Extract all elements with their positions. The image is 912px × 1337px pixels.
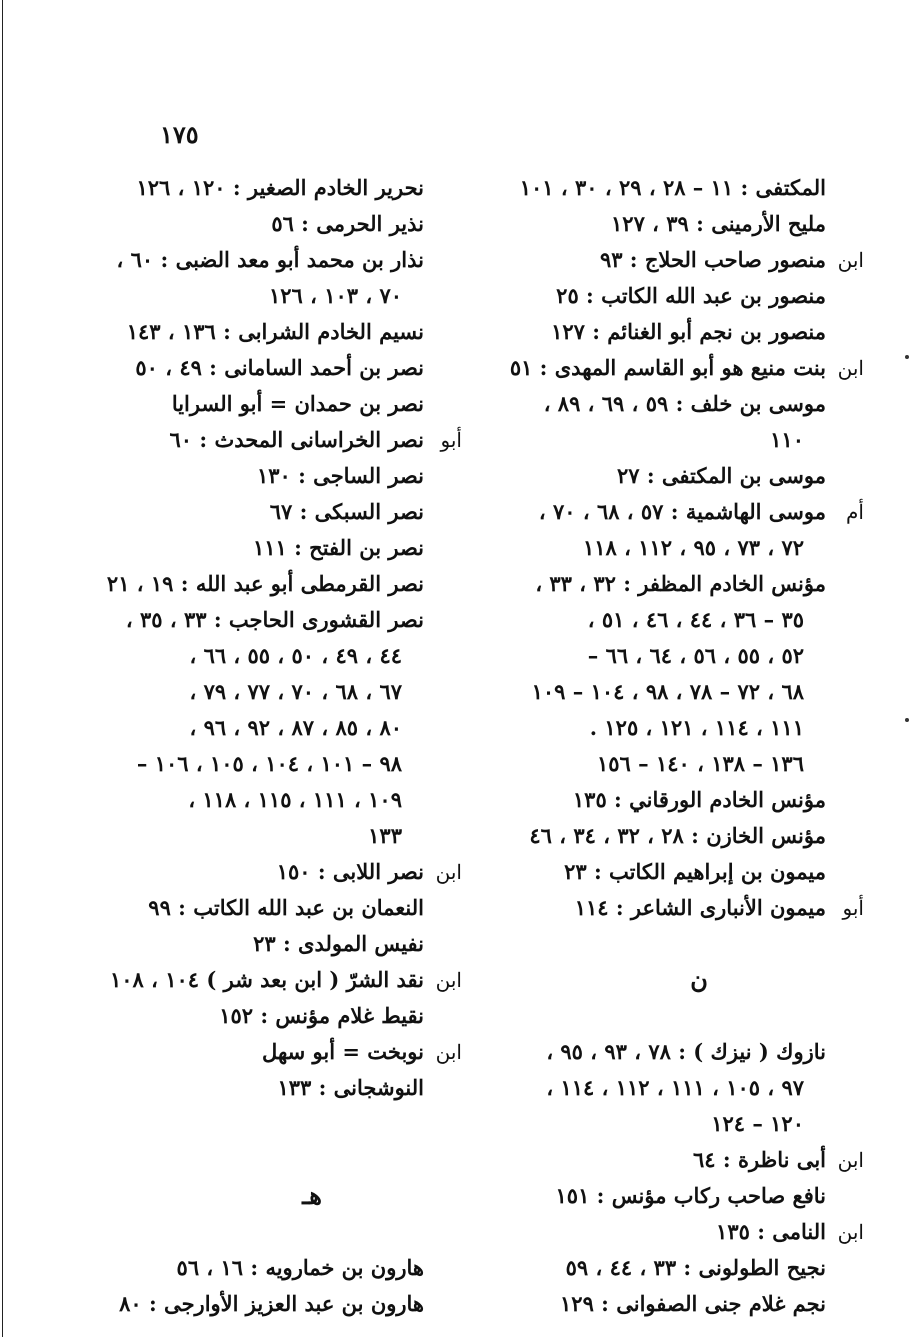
margin-mark xyxy=(905,355,909,359)
entry-text: النوشجانى : ١٣٣ xyxy=(277,1075,424,1100)
entry-text: ١١١ ، ١١٤ ، ١٢١ ، ١٢٥ . xyxy=(589,715,804,740)
index-entry-continuation xyxy=(534,746,864,782)
index-entry-continuation xyxy=(534,602,864,638)
index-entry xyxy=(534,458,864,494)
entry-prefix: أبو xyxy=(842,896,864,920)
index-entry xyxy=(135,350,462,386)
entry-text: موسى بن المكتفى : ٢٧ xyxy=(616,463,826,488)
entry-prefix: ابن xyxy=(435,860,462,884)
index-entry-continuation xyxy=(534,710,864,746)
entry-text: نصر بن حمدان = أبو السرايا xyxy=(171,391,424,416)
page-edge-line xyxy=(2,0,3,1337)
index-entry-continuation xyxy=(162,710,462,746)
index-entry-continuation xyxy=(534,638,864,674)
index-entry xyxy=(534,206,864,242)
entry-text: ١١٠ xyxy=(770,427,804,452)
index-entry xyxy=(106,566,462,602)
entry-prefix: ابن xyxy=(837,1220,864,1244)
entry-text: نجم غلام جنى الصفوانى : ١٢٩ xyxy=(560,1291,826,1316)
entry-text: نصر القشورى الحاجب : ٣٣ ، ٣٥ ، xyxy=(125,607,424,632)
section-letter-heading xyxy=(534,962,864,998)
spacer xyxy=(162,1106,462,1142)
index-entry xyxy=(162,854,462,890)
entry-text: النعمان بن عبد الله الكاتب : ٩٩ xyxy=(148,895,424,920)
entry-text: نجيح الطولونى : ٣٣ ، ٤٤ ، ٥٩ xyxy=(565,1255,826,1280)
entry-text: نقد الشرّ ( ابن بعد شر ) ١٠٤ ، ١٠٨ xyxy=(109,967,424,992)
index-entry-continuation xyxy=(162,818,462,854)
entry-text: نفيس المولدى : ٢٣ xyxy=(253,931,424,956)
index-entry xyxy=(534,566,864,602)
index-entry xyxy=(126,314,462,350)
entry-text: ١٢٠ – ١٢٤ xyxy=(711,1111,804,1136)
index-entry xyxy=(162,530,462,566)
entry-text: هارون بن عبد العزيز الأوارجى : ٨٠ xyxy=(119,1291,424,1316)
entry-text: نصر اللابى : ١٥٠ xyxy=(276,859,424,884)
index-entry xyxy=(148,890,462,926)
entry-text: ٥٢ ، ٥٥ ، ٥٦ ، ٦٤ ، ٦٦ – xyxy=(587,643,804,668)
index-entry xyxy=(534,278,864,314)
entry-text: أبى ناظرة : ٦٤ xyxy=(693,1147,826,1172)
index-entry xyxy=(534,386,864,422)
index-entry xyxy=(162,386,462,422)
section-letter: هـ xyxy=(302,1181,322,1210)
index-entry xyxy=(162,926,462,962)
entry-text: نصر الساجى : ١٣٠ xyxy=(256,463,424,488)
entry-text: مليح الأرمينى : ٣٩ ، ١٢٧ xyxy=(611,211,826,236)
entry-text: نصر السبكى : ٦٧ xyxy=(269,499,424,524)
index-entry xyxy=(162,1034,462,1070)
index-entry xyxy=(534,1214,864,1250)
entry-text: منصور بن عبد الله الكاتب : ٢٥ xyxy=(556,283,826,308)
index-entry xyxy=(162,206,462,242)
index-entry xyxy=(534,1178,864,1214)
entry-text: موسى الهاشمية : ٥٧ ، ٦٨ ، ٧٠ ، xyxy=(538,499,826,524)
entry-prefix: أبو xyxy=(440,428,462,452)
index-entry-continuation xyxy=(162,638,462,674)
index-entry xyxy=(534,854,864,890)
entry-text: ميمون الأنبارى الشاعر : ١١٤ xyxy=(574,895,826,920)
entry-text: نازوك ( نيزك ) : ٧٨ ، ٩٣ ، ٩٥ ، xyxy=(546,1039,826,1064)
entry-text: نذير الحرمى : ٥٦ xyxy=(271,211,424,236)
index-entry xyxy=(162,1070,462,1106)
index-entry-continuation xyxy=(534,422,864,458)
index-entry-continuation xyxy=(534,1070,864,1106)
entry-text: ١٣٦ – ١٣٨ ، ١٤٠ – ١٥٦ xyxy=(596,751,804,776)
index-entry xyxy=(534,1286,864,1322)
entry-text: ٤٤ ، ٤٩ ، ٥٠ ، ٥٥ ، ٦٦ ، xyxy=(189,643,402,668)
entry-text: نصر الخراسانى المحدث : ٦٠ xyxy=(169,427,424,452)
entry-text: ميمون بن إبراهيم الكاتب : ٢٣ xyxy=(564,859,826,884)
entry-text: مؤنس الخادم المظفر : ٣٢ ، ٣٣ ، xyxy=(535,571,826,596)
entry-text: المكتفى : ١١ – ٢٨ ، ٢٩ ، ٣٠ ، ١٠١ xyxy=(519,175,826,200)
entry-text: ١٣٣ xyxy=(368,823,402,848)
index-entry xyxy=(162,998,462,1034)
index-entry xyxy=(534,1250,864,1286)
entry-text: نافع صاحب ركاب مؤنس : ١٥١ xyxy=(555,1183,826,1208)
entry-text: نصر بن أحمد السامانى : ٤٩ ، ٥٠ xyxy=(135,355,424,380)
index-entry xyxy=(534,1142,864,1178)
entry-prefix: ابن xyxy=(435,968,462,992)
index-entry xyxy=(509,350,864,386)
spacer xyxy=(162,1142,462,1178)
index-entry xyxy=(109,962,462,998)
entry-text: نحرير الخادم الصغير : ١٢٠ ، ١٢٦ xyxy=(136,175,424,200)
entry-text: ٨٠ ، ٨٥ ، ٨٧ ، ٩٢ ، ٩٦ ، xyxy=(189,715,402,740)
entry-text: النامى : ١٣٥ xyxy=(716,1219,826,1244)
index-entry xyxy=(119,1286,462,1322)
entry-prefix: ابن xyxy=(837,1148,864,1172)
entry-text: منصور صاحب الحلاج : ٩٣ xyxy=(599,247,826,272)
entry-prefix: ابن xyxy=(837,248,864,272)
index-column-left xyxy=(106,170,462,1322)
entry-text: هارون بن خمارويه : ١٦ ، ٥٦ xyxy=(176,1255,424,1280)
entry-prefix: أم xyxy=(846,500,864,524)
index-entry xyxy=(519,170,864,206)
entry-text: مؤنس الخادم الورقاني : ١٣٥ xyxy=(572,787,826,812)
entry-prefix: ابن xyxy=(837,356,864,380)
index-entry-continuation xyxy=(534,530,864,566)
entry-prefix: ابن xyxy=(435,1040,462,1064)
entry-text: نقيط غلام مؤنس : ١٥٢ xyxy=(219,1003,424,1028)
index-entry xyxy=(162,1250,462,1286)
index-entry xyxy=(162,458,462,494)
entry-text: ٦٨ ، ٧٢ – ٧٨ ، ٩٨ ، ١٠٤ – ١٠٩ xyxy=(531,679,804,704)
index-entry xyxy=(534,1034,864,1070)
entry-text: نوبخت = أبو سهل xyxy=(262,1039,424,1064)
index-entry xyxy=(534,242,864,278)
index-entry-continuation xyxy=(136,746,462,782)
index-entry xyxy=(136,170,462,206)
entry-text: مؤنس الخازن : ٢٨ ، ٣٢ ، ٣٤ ، ٤٦ xyxy=(529,823,826,848)
page-number: ١٧٥ xyxy=(160,120,199,149)
entry-text: منصور بن نجم أبو الغنائم : ١٢٧ xyxy=(551,319,826,344)
entry-text: ٦٧ ، ٦٨ ، ٧٠ ، ٧٧ ، ٧٩ ، xyxy=(189,679,402,704)
spacer xyxy=(534,926,864,962)
entry-text: ٧٢ ، ٧٣ ، ٩٥ ، ١١٢ ، ١١٨ xyxy=(583,535,804,560)
index-entry xyxy=(162,494,462,530)
entry-text: نسيم الخادم الشرابى : ١٣٦ ، ١٤٣ xyxy=(126,319,424,344)
entry-text: ٧٠ ، ١٠٣ ، ١٢٦ xyxy=(268,283,402,308)
spacer xyxy=(534,998,864,1034)
entry-text: ١٠٩ ، ١١١ ، ١١٥ ، ١١٨ ، xyxy=(188,787,402,812)
index-entry xyxy=(534,890,864,926)
margin-mark xyxy=(905,718,909,722)
index-entry-continuation xyxy=(162,674,462,710)
entry-text: ٩٧ ، ١٠٥ ، ١١١ ، ١١٢ ، ١١٤ ، xyxy=(546,1075,804,1100)
index-entry-continuation xyxy=(531,674,864,710)
index-entry xyxy=(162,422,462,458)
index-entry xyxy=(116,242,462,278)
entry-text: ٣٥ – ٣٦ ، ٤٤ ، ٤٦ ، ٥١ ، xyxy=(587,607,804,632)
section-letter: ن xyxy=(690,965,708,994)
index-entry xyxy=(125,602,462,638)
section-letter-heading xyxy=(162,1178,462,1214)
index-entry-continuation xyxy=(162,278,462,314)
index-column-right xyxy=(509,170,864,1322)
entry-text: بنت منيع هو أبو القاسم المهدى : ٥١ xyxy=(509,355,826,380)
index-entry-continuation xyxy=(162,782,462,818)
index-entry-continuation xyxy=(534,1106,864,1142)
entry-text: ٩٨ – ١٠١ ، ١٠٤ ، ١٠٥ ، ١٠٦ – xyxy=(136,751,402,776)
entry-text: نصر القرمطى أبو عبد الله : ١٩ ، ٢١ xyxy=(106,571,424,596)
spacer xyxy=(162,1214,462,1250)
entry-text: موسى بن خلف : ٥٩ ، ٦٩ ، ٨٩ ، xyxy=(543,391,826,416)
index-entry xyxy=(534,782,864,818)
entry-text: نذار بن محمد أبو معد الضبى : ٦٠ ، xyxy=(116,247,424,272)
index-entry xyxy=(534,314,864,350)
entry-text: نصر بن الفتح : ١١١ xyxy=(252,535,424,560)
index-entry xyxy=(529,818,864,854)
index-entry xyxy=(534,494,864,530)
